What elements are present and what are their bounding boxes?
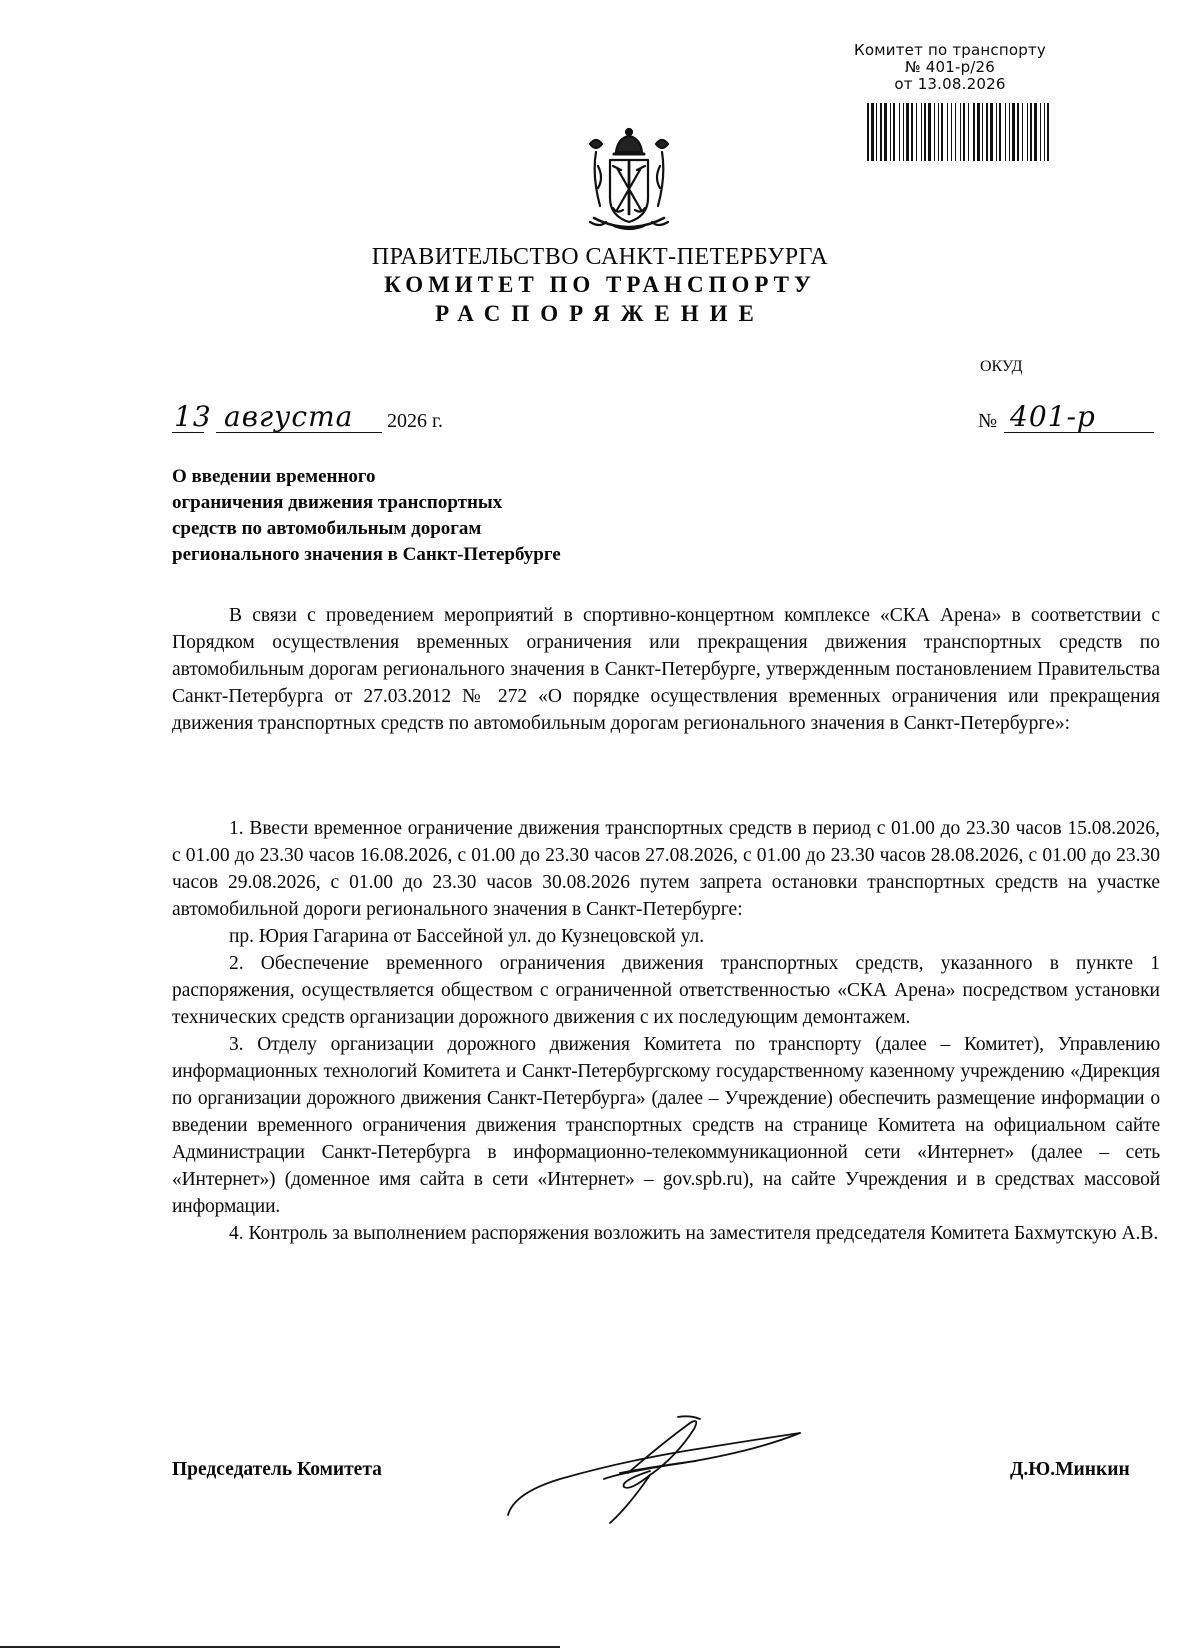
page-edge-line: [0, 1646, 560, 1648]
underline: [216, 432, 382, 433]
document-number: 401-р: [1010, 400, 1096, 433]
underline: [172, 432, 204, 433]
item-3: 3. Отделу организации дорожного движения Комитета по транспорту (далее – Комитет), Управлению информационных технологий Комитета и Санкт-Петербургскому государственному казенному учреждению «Дирекция по организации дорожного движения Санкт-Петербурга» (далее – Учреждение) обеспечить размещение информации о введении временного ограничения движения транспортных средств на странице Комитета на официальном сайте Администрации Санкт-Петербурга в информационно-телекоммуникационной сети «Интернет» (далее – сеть «Интернет») (доменное имя сайта в сети «Интернет» – gov.spb.ru), на сайте Учреждения и в средствах массовой информации.: [172, 1034, 1160, 1217]
subject-line: ограничения движения транспортных: [172, 492, 503, 513]
item-4: 4. Контроль за выполнением распоряжения возложить на заместителя председателя Комитета Бахмутскую А.В.: [229, 1223, 1159, 1244]
okud-label: ОКУД: [980, 358, 1023, 375]
document-type: РАСПОРЯЖЕНИЕ: [435, 301, 765, 326]
committee-title: КОМИТЕТ ПО ТРАНСПОРТУ: [384, 272, 816, 297]
stamp-date: от 13.08.2026: [894, 75, 1006, 93]
date-day: 13: [174, 400, 212, 433]
stamp-number: № 401-р/26: [904, 58, 996, 76]
stamp-committee: Комитет по транспорту: [854, 41, 1046, 59]
preamble-block: [172, 602, 1160, 737]
date-number-row: [172, 400, 1172, 440]
government-title: ПРАВИТЕЛЬСТВО САНКТ-ПЕТЕРБУРГА: [371, 244, 829, 270]
document-subject: [172, 464, 561, 568]
item-1-road: пр. Юрия Гагарина от Бассейной ул. до Кузнецовской ул.: [229, 926, 705, 947]
registration-stamp: [830, 42, 1070, 93]
handwritten-signature: [500, 1415, 810, 1525]
date-month: августа: [224, 400, 354, 433]
subject-line: регионального значения в Санкт-Петербурге: [172, 544, 561, 565]
signatory-name: Д.Ю.Минкин: [1010, 1459, 1130, 1480]
date-year: 2026 г.: [387, 410, 443, 432]
items-block: [172, 815, 1160, 1247]
subject-line: О введении временного: [172, 466, 376, 487]
preamble-paragraph: В связи с проведением мероприятий в спортивно-концертном комплексе «СКА Арена» в соответствии с Порядком осуществления временных ограничения или прекращения движения транспортных средств по автомобильным дорогам регионального значения в Санкт-Петербурге, утвержденным постановлением Правительства Санкт-Петербурга от 27.03.2012 № 272 «О порядке осуществления временных ограничения или прекращения движения транспортных средств по автомобильным дорогам регионального значения в Санкт-Петербурге»:: [172, 605, 1160, 734]
subject-line: средств по автомобильным дорогам: [172, 518, 482, 539]
underline: [1004, 432, 1154, 433]
item-2: 2. Обеспечение временного ограничения движения транспортных средств, указанного в пункте 1 распоряжения, осуществляется обществом с ограниченной ответственностью «СКА Арена» посредством установки технических средств организации дорожного движения с их последующим демонтажем.: [172, 953, 1160, 1028]
signatory-position: Председатель Комитета: [172, 1459, 382, 1480]
item-1: 1. Ввести временное ограничение движения транспортных средств в период с 01.00 до 23.30 часов 15.08.2026, с 01.00 до 23.30 часов 16.08.2026, с 01.00 до 23.30 часов 27.08.2026, с 01.00 до 23.30 часов 28.08.2026, с 01.00 до 23.30 часов 29.08.2026, с 01.00 до 23.30 часов 30.08.2026 путем запрета остановки транспортных средств на участке автомобильной дороги регионального значения в Санкт-Петербурге:: [172, 818, 1160, 920]
number-label: №: [978, 410, 998, 432]
barcode-image: [867, 103, 1049, 161]
coat-of-arms-emblem: [580, 126, 678, 236]
